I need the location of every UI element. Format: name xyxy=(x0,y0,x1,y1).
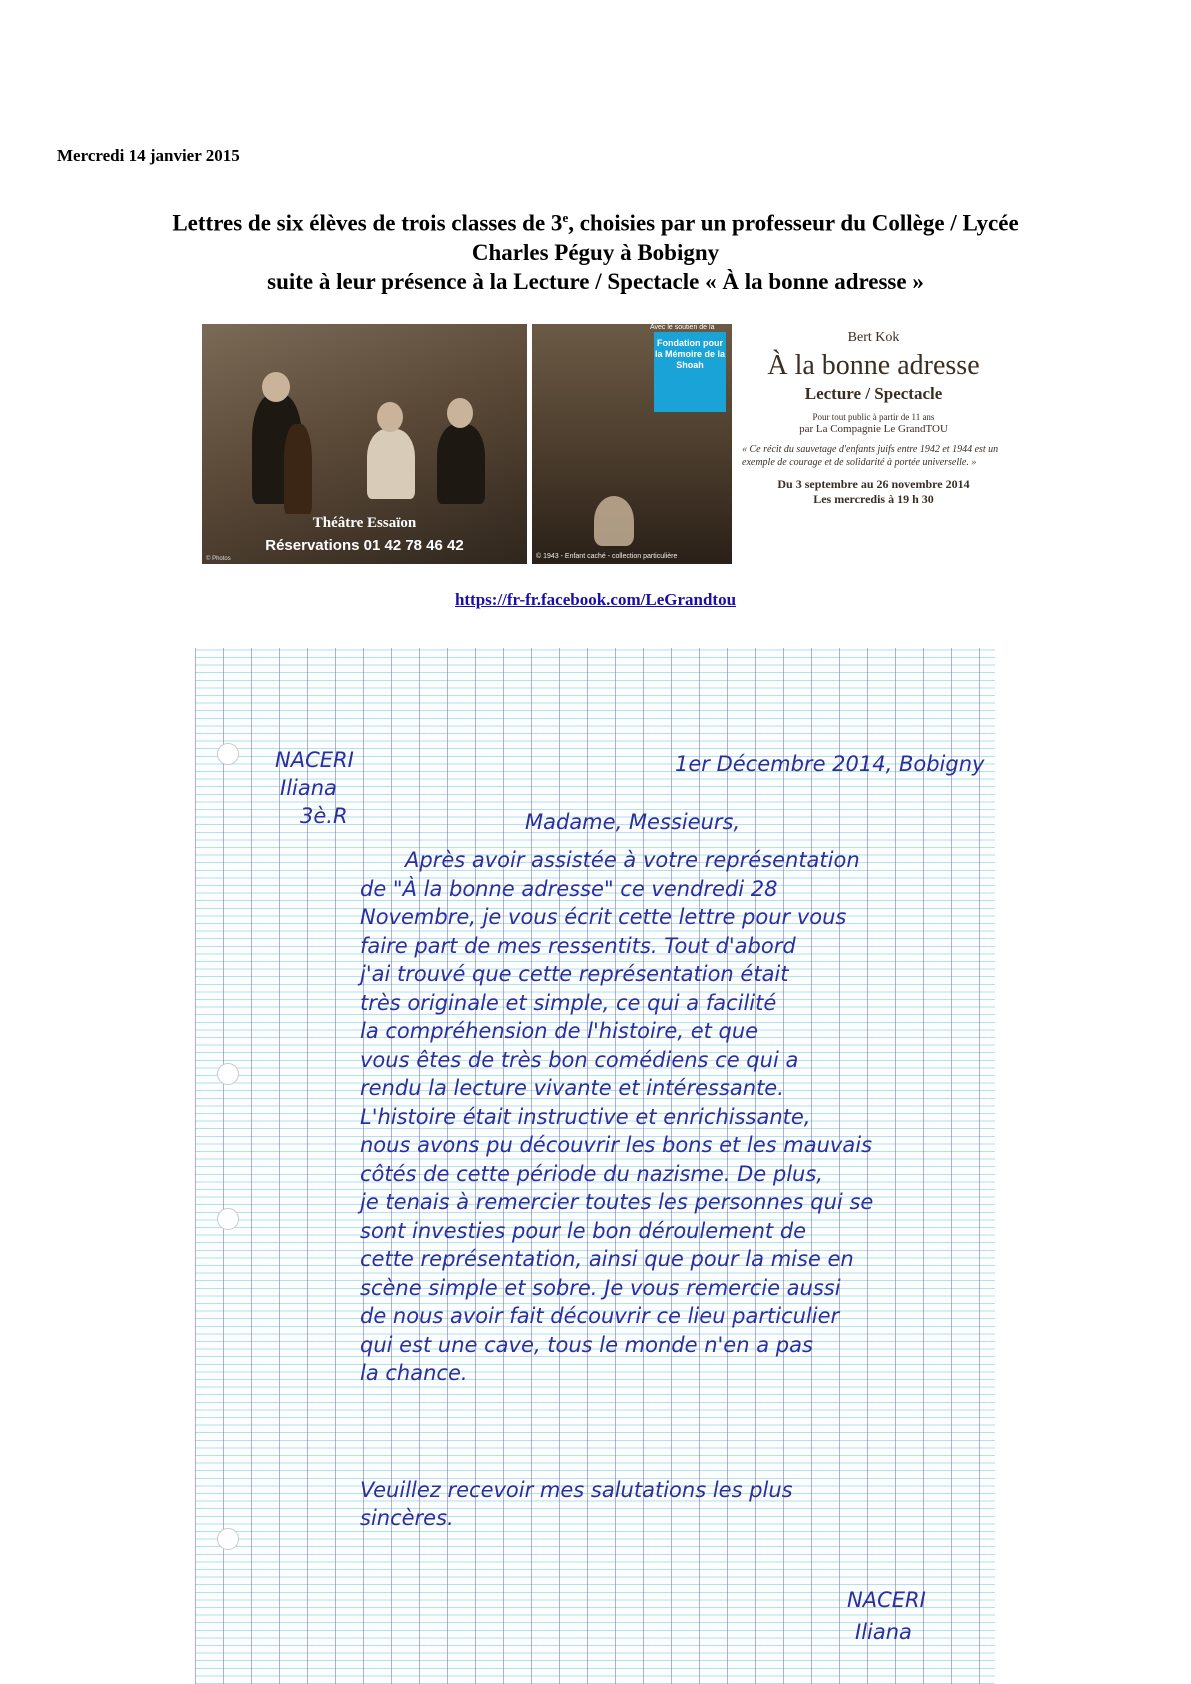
actor-head xyxy=(447,398,473,428)
photo-copyright: © 1943 - Enfant caché - collection particulière xyxy=(536,553,678,560)
letter-line: qui est une cave, tous le monde n'en a pas xyxy=(360,1332,813,1357)
letter-line: Novembre, je vous écrit cette lettre pour vous xyxy=(360,905,847,929)
title-line-1-end: , choisies par un professeur du Collège / Lycée xyxy=(568,210,1019,236)
letter-line: la chance. xyxy=(360,1361,468,1385)
letter-line: j'ai trouvé que cette représentation était xyxy=(360,962,789,986)
reservations-phone: Réservations 01 42 78 46 42 xyxy=(265,537,464,554)
letter-line: la compréhension de l'histoire, et que xyxy=(360,1019,759,1043)
theatre-name: Théâtre Essaïon xyxy=(312,515,417,531)
letter-line: faire part de mes ressentits. Tout d'abord xyxy=(360,933,796,958)
punch-hole xyxy=(217,1208,239,1230)
letter-line: de nous avoir fait découvrir ce lieu particulier xyxy=(360,1304,840,1328)
title-line-3: suite à leur présence à la Lecture / Spectacle « À la bonne adresse » xyxy=(267,268,924,294)
punch-hole xyxy=(217,743,239,765)
letter-sender-firstname: Iliana xyxy=(280,776,337,800)
fondation-name: Fondation pour la Mémoire de la Shoah xyxy=(654,338,726,370)
letter-line: sont investies pour le bon déroulement de xyxy=(360,1218,807,1243)
letter-line: vous êtes de très bon comédiens ce qui a xyxy=(360,1047,799,1072)
letter-line: très originale et simple, ce qui a facilité xyxy=(360,990,777,1015)
reader-figure xyxy=(367,429,415,499)
letter-line: L'histoire était instructive et enrichissante, xyxy=(360,1104,811,1129)
letter-sender-class: 3è.R xyxy=(300,804,348,828)
performers-photo xyxy=(202,324,527,564)
letter-date-place: 1er Décembre 2014, Bobigny xyxy=(675,752,985,776)
show-title: À la bonne adresse xyxy=(767,350,980,381)
show-subtitle: Lecture / Spectacle xyxy=(804,384,943,403)
letter-line: côtés de cette période du nazisme. De plus, xyxy=(360,1161,823,1186)
cello-shape xyxy=(284,424,312,514)
letter-sender-name: NACERI xyxy=(275,748,354,772)
title-line-1 xyxy=(40,203,1151,238)
cellist-head xyxy=(262,372,290,402)
signature-name: NACERI xyxy=(847,1588,926,1612)
signature-firstname: Iliana xyxy=(855,1620,912,1644)
actor-figure xyxy=(437,424,485,504)
letter-closing-2: sincères. xyxy=(360,1506,454,1530)
show-dates: Du 3 septembre au 26 novembre 2014 xyxy=(777,477,970,491)
author-name: Bert Kok xyxy=(847,330,900,345)
document-title xyxy=(40,203,1151,296)
show-quote: « Ce récit du sauvetage d'enfants juifs entre 1942 et 1944 est un exemple de courage et de solidarité à portée universelle. » xyxy=(742,444,999,468)
child-photo xyxy=(532,324,732,564)
letter-line: rendu la lecture vivante et intéressante. xyxy=(360,1076,784,1100)
child-figure xyxy=(594,496,634,546)
punch-hole xyxy=(217,1528,239,1550)
letter-line: Après avoir assistée à votre représentation xyxy=(405,848,860,872)
photo-credit: © Photos xyxy=(206,556,231,562)
title-superscript: e xyxy=(562,210,569,225)
letter-closing-1: Veuillez recevoir mes salutations les plus xyxy=(360,1478,793,1502)
letter-line: scène simple et sobre. Je vous remercie aussi xyxy=(360,1275,841,1300)
title-line-1-text: Lettres de six élèves de trois classes de 3 xyxy=(172,210,563,236)
fondation-logo xyxy=(654,332,726,412)
letter-line: nous avons pu découvrir les bons et les mauvais xyxy=(360,1133,873,1157)
letter-salutation: Madame, Messieurs, xyxy=(525,810,741,834)
fondation-support-text: Avec le soutien de la xyxy=(650,324,715,331)
show-poster-banner xyxy=(202,324,1009,564)
poster-text-panel xyxy=(738,324,1009,564)
facebook-link[interactable]: https://fr-fr.facebook.com/LeGrandtou xyxy=(454,590,737,609)
document-date: Mercredi 14 janvier 2015 xyxy=(57,146,240,165)
company-name: par La Compagnie Le GrandTOU xyxy=(799,423,948,435)
handwritten-letter xyxy=(195,648,995,1684)
punch-hole xyxy=(217,1063,239,1085)
letter-line: cette représentation, ainsi que pour la mise en xyxy=(360,1247,854,1271)
show-days: Les mercredis à 19 h 30 xyxy=(813,492,934,506)
title-line-2: Charles Péguy à Bobigny xyxy=(471,239,720,265)
letter-line: je tenais à remercier toutes les personnes qui se xyxy=(360,1190,874,1214)
audience-note: Pour tout public à partir de 11 ans xyxy=(812,412,935,422)
reader-head xyxy=(377,402,403,432)
letter-line: de "À la bonne adresse" ce vendredi 28 xyxy=(360,876,778,901)
